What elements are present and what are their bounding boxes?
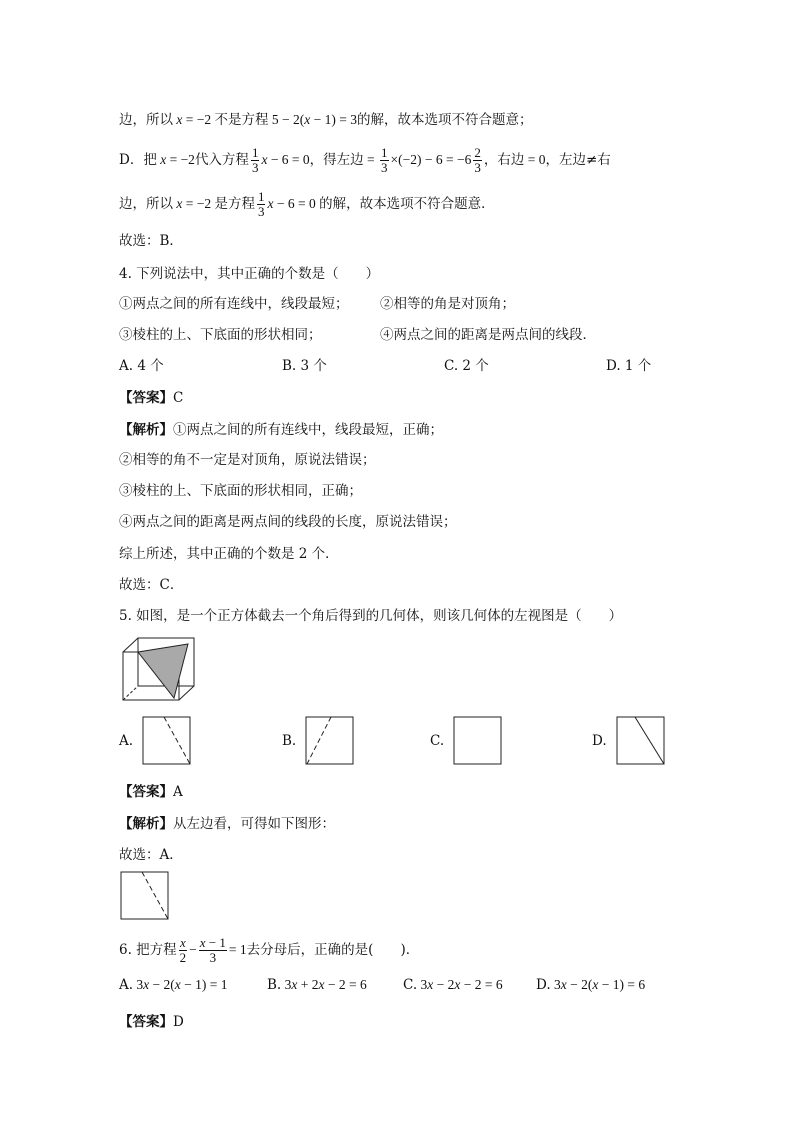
q4-option-a: A. 4 个 — [119, 358, 164, 374]
fraction: $\frac{1}{3}$ — [251, 145, 259, 175]
text: 的解，故本选项不符合题意； — [356, 112, 533, 128]
text: 是方程 — [214, 196, 255, 212]
conclusion: 故选：B． — [119, 233, 183, 249]
q4-explain-5: 综上所述，其中正确的个数是 2 个． — [119, 546, 339, 562]
label: C. — [403, 977, 418, 993]
text: D．把 — [119, 152, 157, 168]
math: − 1) = 3 — [310, 112, 357, 127]
text: ，左边≠右 — [545, 152, 611, 168]
text: 边，所以 — [119, 112, 173, 128]
math: = −2 — [185, 196, 215, 211]
q5-stem: 5. 如图，是一个正方体截去一个角后得到的几何体，则该几何体的左视图是（ ） — [119, 608, 623, 624]
fraction: $\frac{x - 1}{3}$ — [199, 935, 226, 965]
q4-statement-4: ④两点之间的距离是两点间的线段． — [380, 327, 596, 343]
q4-option-b: B. 3 个 — [282, 358, 327, 374]
q5-conclusion: 故选：A． — [119, 847, 183, 863]
q4-explain-2: ②相等的角不一定是对顶角，原说法错误； — [119, 452, 376, 468]
text: 6. 把方程 — [119, 942, 177, 958]
math: x — [173, 112, 186, 127]
q6-stem — [119, 936, 419, 965]
q5-answer: 【答案】A — [119, 784, 183, 800]
q4-conclusion: 故选：C． — [119, 577, 184, 593]
cube-figure — [120, 636, 200, 706]
q5-option-b-figure — [305, 716, 355, 766]
q5-option-d-figure — [616, 716, 666, 766]
q5-label-d: D. — [592, 733, 607, 749]
math: 3x + 2x − 2 = 6 — [281, 977, 367, 992]
label: B. — [267, 977, 282, 993]
q4-statement-3: ③棱柱的上、下底面的形状相同； — [119, 327, 322, 343]
q5-option-a-figure — [142, 716, 192, 766]
line-2 — [119, 146, 611, 175]
label: D. — [536, 977, 551, 993]
q6-option-c — [403, 977, 503, 993]
math: x — [304, 112, 311, 127]
q4-statement-1: ①两点之间的所有连线中，线段最短； — [119, 296, 349, 312]
math: x — [267, 196, 274, 211]
q5-label-b: B. — [282, 733, 297, 749]
q6-option-d — [536, 977, 645, 993]
q4-option-c: C. 2 个 — [444, 358, 489, 374]
q4-option-d: D. 1 个 — [606, 358, 652, 374]
fraction: $\frac{x}{2}$ — [179, 935, 187, 965]
text: 不是方程 — [214, 112, 269, 128]
math: x — [173, 196, 186, 211]
math: x — [156, 152, 170, 167]
q4-explain-3: ③棱柱的上、下底面的形状相同，正确； — [119, 483, 362, 499]
line-1 — [119, 108, 532, 128]
text: 去分母后，正确的是( )． — [246, 942, 420, 958]
text: 的解，故本选项不符合题意． — [319, 196, 495, 212]
q5-label-c: C. — [430, 733, 445, 749]
math: 3x − 2(x − 1) = 6 — [550, 977, 646, 992]
q5-option-c-figure — [453, 716, 503, 766]
q6-answer: 【答案】D — [119, 1014, 184, 1030]
q5-explain-figure — [120, 871, 170, 921]
q5-explain: 【解析】从左边看，可得如下图形： — [119, 816, 335, 832]
math: 3x − 2x − 2 = 6 — [417, 977, 503, 992]
math: = 1 — [228, 942, 247, 957]
label: A. — [119, 977, 134, 993]
math: 5 − 2( — [268, 112, 305, 127]
text: 代入方程 — [194, 152, 249, 168]
fraction: $\frac{1}{3}$ — [257, 189, 265, 219]
math: 3x − 2(x − 1) = 1 — [133, 977, 228, 992]
text: 边，所以 — [119, 196, 173, 212]
text: ，右边 — [483, 152, 525, 168]
fraction: $\frac{1}{3}$ — [381, 145, 388, 175]
fraction: $\frac{2}{3}$ — [474, 145, 481, 175]
math: − 6 = 0 — [273, 196, 320, 211]
math: = — [363, 152, 379, 167]
math: = −2 — [185, 112, 215, 127]
q5-label-a: A. — [119, 733, 134, 749]
q4-stem: 4. 下列说法中，其中正确的个数是（ ） — [119, 266, 380, 282]
q4-answer: 【答案】C — [119, 390, 184, 406]
text: ，得左边 — [309, 152, 364, 168]
line-3 — [119, 190, 495, 219]
math: − — [189, 942, 197, 957]
math: x — [261, 152, 268, 167]
math: − 6 = 0 — [267, 152, 310, 167]
q4-statement-2: ②相等的角是对顶角； — [380, 296, 515, 312]
math: = −2 — [169, 152, 195, 167]
math: ×(−2) − 6 = −6 — [390, 152, 472, 167]
q6-option-a — [119, 977, 228, 993]
q6-option-b — [267, 977, 367, 993]
q4-explain-1: 【解析】①两点之间的所有连线中，线段最短，正确； — [119, 422, 443, 438]
math: = 0 — [524, 152, 546, 167]
q4-explain-4: ④两点之间的距离是两点间的线段的长度，原说法错误； — [119, 514, 457, 530]
